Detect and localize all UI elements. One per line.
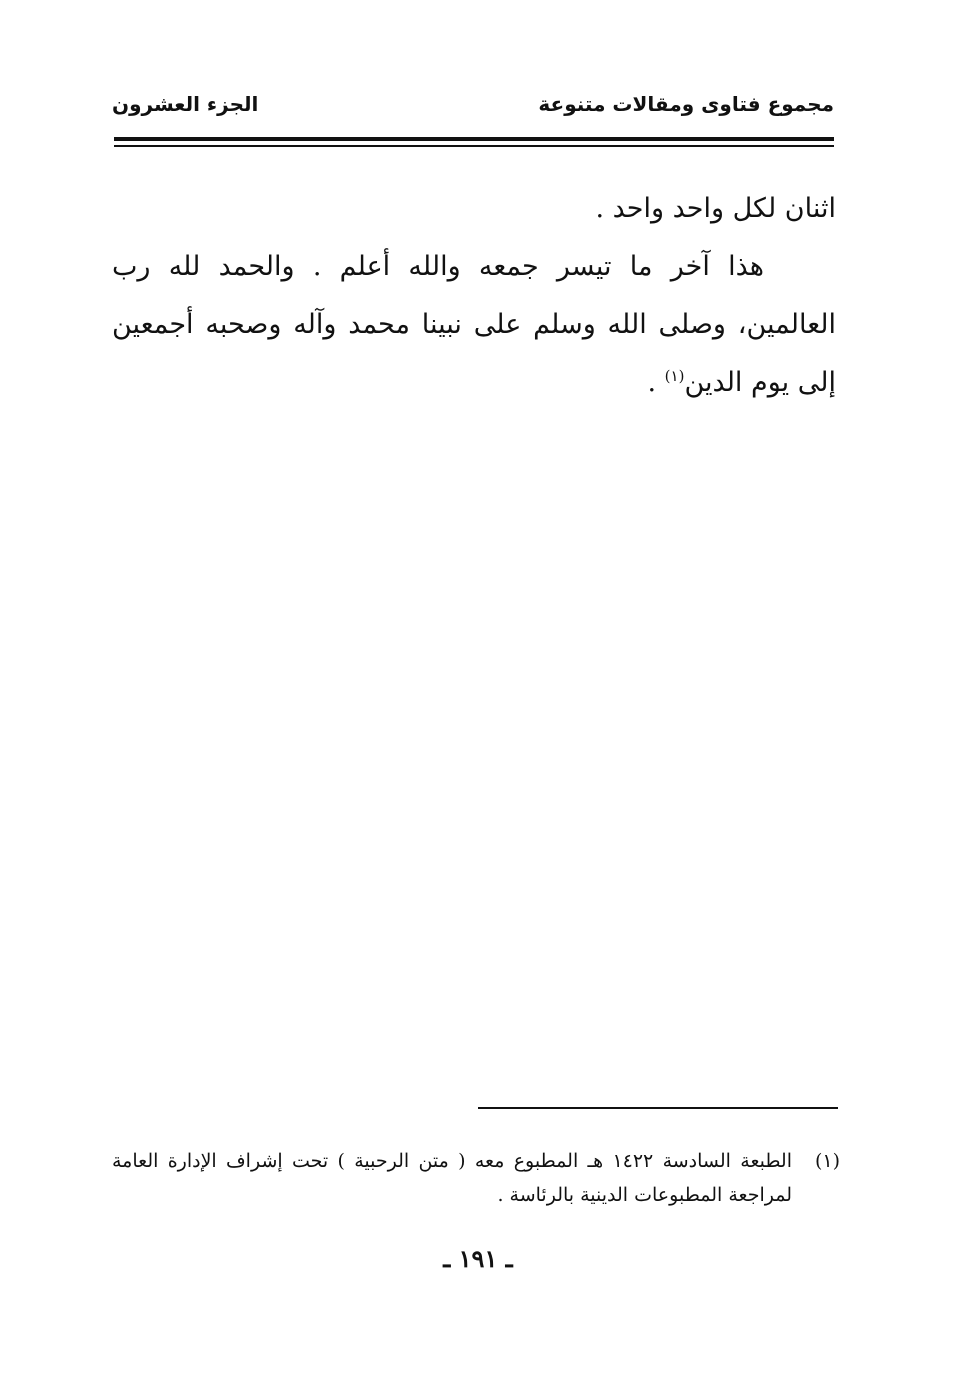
running-header [112, 88, 834, 128]
main-text [112, 180, 836, 412]
paragraph-1: اثنان لكل واحد واحد . [595, 193, 836, 224]
volume-label: الجزء العشرون [112, 92, 259, 116]
footnote-marker: (١) [814, 1150, 840, 1172]
footnote-separator [478, 1107, 838, 1109]
paragraph-2 [112, 238, 836, 412]
footnote-reference: (١) [664, 367, 685, 385]
paragraph-2-end: . [647, 367, 665, 398]
footnote [112, 1144, 840, 1212]
header-rule-thin [114, 145, 834, 147]
book-title: مجموع فتاوى ومقالات متنوعة [538, 92, 834, 116]
paragraph-2-text: هذا آخر ما تيسر جمعه والله أعلم . والحمد لله رب العالمين، وصلى الله وسلم على نبينا محمد وآله وصحبه أجمعين إلى يوم الدين [112, 251, 836, 398]
header-rule-thick [114, 137, 834, 141]
page-number: ـ ١٩١ ـ [443, 1244, 513, 1273]
footnote-text: الطبعة السادسة ١٤٢٢ هـ المطبوع معه ( متن الرحبية ) تحت إشراف الإدارة العامة لمراجعة المطبوعات الدينية بالرئاسة . [112, 1150, 792, 1206]
